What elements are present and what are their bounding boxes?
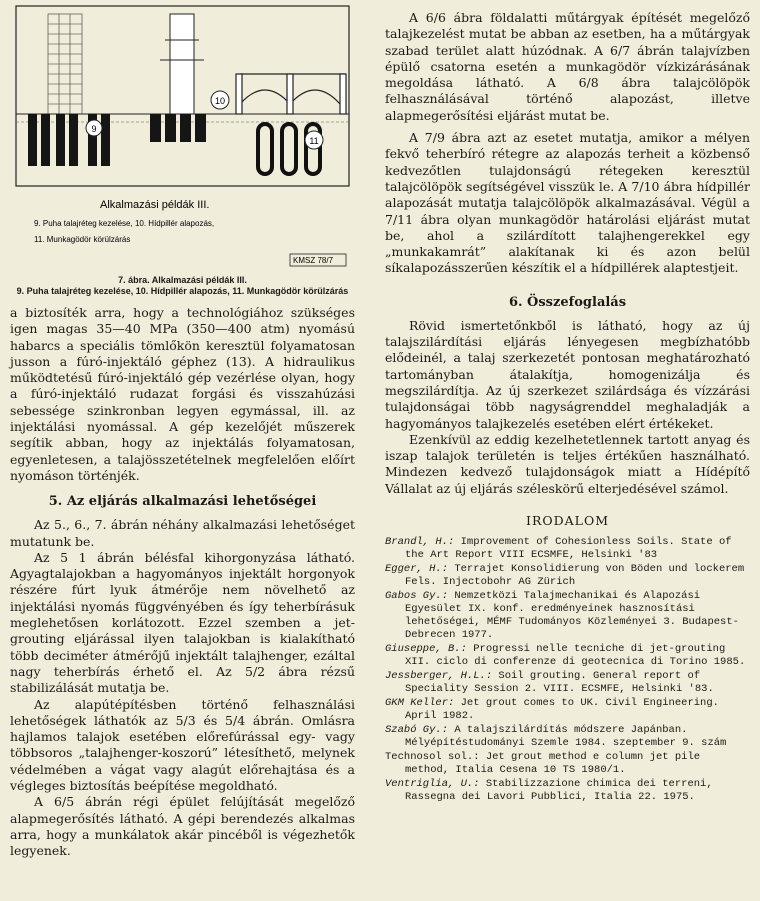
section-5-heading: 5. Az eljárás alkalmazási lehetőségei: [48, 494, 317, 510]
figure-legend-line1: 9. Puha talajréteg kezelése, 10. Hídpillér alapozás,: [34, 219, 215, 228]
marker-10-text: 10: [214, 96, 226, 106]
reference-item: Technosol sol.: Jet grout method e column jet pile method, Italia Cesena 10 TS 1980/1.: [385, 751, 701, 777]
marker-11-text: 11: [309, 136, 319, 146]
figure-7-drawing: [10, 0, 355, 265]
reference-item: Egger, H.: Terrajet Konsolidierung von Böden und lockerem Fels. Injectobohr AG Zürich: [385, 563, 745, 589]
reference-item: Jessberger, H.L.: Soil grouting. General report of Speciality Session 2. VIII. ECSMFE, Helsinki '83.: [385, 670, 714, 696]
references-heading: IRODALOM: [526, 513, 609, 529]
figure-caption-line2: 9. Puha talajréteg kezelése, 10. Hídpillér alapozás, 11. Munkagödör körülzárás: [16, 286, 349, 296]
figure-legend-line2: 11. Munkagödör körülzárás: [34, 235, 131, 244]
marker-9-text: 9: [91, 124, 97, 134]
section-6-heading: 6. Összefoglalás: [508, 294, 627, 310]
soil-columns-10: [150, 114, 206, 142]
building-grid: [48, 14, 82, 114]
reference-item: Giuseppe, B.: Progressi nelle tecniche di jet-grouting XII. ciclo di conferenze di geotecnica di Torino 1985.: [385, 643, 746, 669]
reference-item: GKM Keller: Jet grout comes to UK. Civil Engineering. April 1982.: [385, 697, 719, 723]
left-paragraph-5: A 6/5 ábrán régi épület felújítását megelőző alapmegerősítés látható. A gépi berendezés alkalmas arra, hogy a munkálatok akár pincéből is végezhetők legyenek.: [10, 794, 355, 859]
reference-item: Gabos Gy.: Nemzetközi Talajmechanikai és Alapozási Egyesület IX. konf. eredményeinek hasznosítási lehetőségei, MÉMF Tudományos Közleményei 3. Budapest-Debrecen 1977.: [385, 590, 739, 642]
right-paragraph-4: Ezenkívül az eddig kezelhetetlennek tartott anyag és iszap talajok területén is teljes értékűen használható. Mindezen kedvező tulajdonságok miatt a Hídépítő Vállalat az új eljárás széleskörű elterjedésével számol.: [385, 431, 750, 496]
figure-caption: [10, 275, 355, 297]
reference-item: Brandl, H.: Improvement of Cohesionless Soils. State of the Art Report VIII ECSMFE, Helsinki '83: [385, 536, 732, 562]
bridge-pier: [160, 14, 204, 114]
right-paragraph-3: Rövid ismertetőnkből is látható, hogy az új talajszilárdítási eljárás lényegesen megbízhatóbb elődeinél, a talaj szerkezetét pontosan meghatározható tartományban átalakítja, homogenizálja és megszilárdítja. Az új szerkezet szilárdsága és vízzárási tulajdonságai több nagyságrenddel meghaladják a hagyományos talajkezelés esetében elért értékeket.: [385, 317, 750, 431]
stamp-text: KMSZ 78/7: [293, 256, 334, 265]
left-paragraph-1: a biztosíték arra, hogy a technológiához szükséges igen magas 35—40 MPa (350—400 atm) nyomású habarcs a speciális tömlőkön keresztül folyamatosan jusson a fúró-injektáló géphez (13). A hidraulikus működtetésű fúró-injektáló gép vezérlése olyan, hogy a fúró-injektáló rudazat forgási és visszahúzási sebessége szinkronban legyen egymással, ill. az injektálási nyomással. A gép kezelőjét műszerek segítik abban, hogy az injektálás folyamatosan, egyenletesen, a talajösszetételnek megfelelően előírt nyomáson történjék.: [10, 305, 355, 483]
references-list: [385, 536, 750, 804]
figure-caption-line1: 7. ábra. Alkalmazási példák III.: [118, 275, 247, 285]
figure-7: [10, 0, 355, 265]
arch-structure: [236, 74, 346, 114]
left-paragraph-2: Az 5., 6., 7. ábrán néhány alkalmazási lehetőséget mutatunk be.: [10, 517, 355, 549]
reference-item: Szabó Gy.: A talajszilárdítás módszere Japánban. Mélyépítéstudományi Szemle 1984. szeptember 9. szám: [385, 724, 727, 750]
left-paragraph-4: Az alapútépítésben történő felhasználási lehetőségek láthatók az 5/3 és 5/4 ábrán. Omlásra hajlamos talajok esetében előrefúrással egy- vagy többsoros „talajhenger-koszorú” létesíthető, melynek védelmében a vágat vagy alagút előrehajtása és a végleges biztosítás beépítése megoldható.: [10, 696, 355, 794]
figure-inner-title: Alkalmazási példák III.: [100, 199, 210, 211]
right-paragraph-2: A 7/9 ábra azt az esetet mutatja, amikor a mélyen fekvő teherbíró rétegre az alapozás terheit a közbenső kedvezőtlen tulajdonságú rétegeken keresztül talajcölöpök segítségével visszük le. A 7/10 ábra hídpillér alapozását mutatja talajcölöpök alkalmazásával. Végül a 7/11 ábra olyan munkagödör határolási eljárást mutat be, ahol a szilárdított talajhengerekkel egy „munkakamrát” alakítanak ki és azon belül síkalapozásszerűen készítik el a hídpillérek alaptestjeit.: [385, 130, 750, 276]
right-paragraph-1: A 6/6 ábra földalatti műtárgyak építését megelőző talajkezelést mutat be abban az esetben, ha a műtárgyak szabad terület alatt húzódnak. A 6/7 ábrán talajvízben épülő csatorna esetén a munkagödör vízkizárásának megoldása látható. A 6/8 ábra talajcölöpök felhasználásával történő alapozást, illetve alapmegerősítési eljárást mutat be.: [385, 10, 750, 123]
left-column: [10, 0, 355, 860]
right-column: [385, 0, 750, 805]
left-paragraph-3: Az 5 1 ábrán bélésfal kihorgonyzása látható. Agyagtalajokban a hagyományos injektált horgonyok részére fúrt lyuk átmérője nem növelhető az injektálási nyomás függvényében és így teherbírásuk meglehetősen korlátozott. Ezzel szemben a jet-grouting eljárással ilyen talajokban is kialakítható több deciméter átmérőjű injektált talajhenger, ezáltal nagy teherbírás érhető el. Az 5/2 ábra rézsű stabilizálását mutatja be.: [10, 549, 355, 696]
reference-item: Ventriglia, U.: Stabilizzazione chimica dei terreni, Rassegna dei Lavori Pubblici, Italia 22. 1975.: [385, 778, 713, 804]
